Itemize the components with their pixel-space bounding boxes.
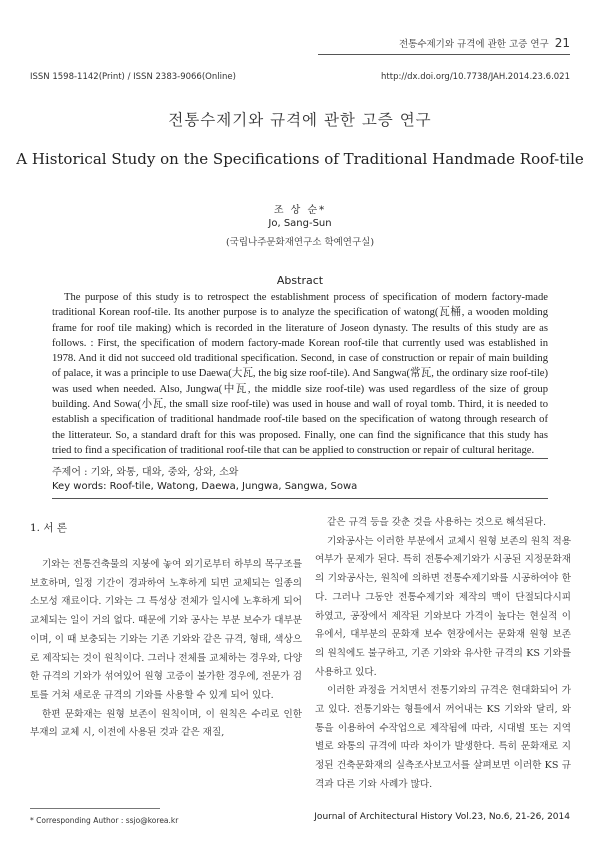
- issn-line: ISSN 1598-1142(Print) / ISSN 2383-9066(Online): [30, 72, 236, 82]
- page-number: 21: [554, 36, 570, 50]
- body-paragraph: 한편 문화재는 원형 보존이 원칙이며, 이 원칙은 수리로 인한 부재의 교체 시, 이전에 사용된 것과 같은 재질,: [30, 708, 302, 739]
- running-header: [399, 36, 570, 50]
- author-korean: 조 상 순*: [273, 205, 327, 216]
- keywords-english: Key words: Roof-tile, Watong, Daewa, Jungwa, Sangwa, Sowa: [52, 481, 358, 492]
- title-korean: 전통수제기와 규격에 관한 고증 연구: [168, 111, 432, 129]
- journal-citation: Journal of Architectural History Vol.23, No.6, 21-26, 2014: [314, 812, 570, 822]
- section-title: 1. 서 론: [30, 522, 67, 534]
- affiliation: (국립나주문화재연구소 학예연구실): [225, 237, 375, 248]
- body-paragraph: 이러한 과정을 거치면서 전통기와의 규격은 현대화되어 가고 있다. 전통기와는 형틀에서 꺼어내는 KS 기와와 달리, 와통을 이용하여 수작업으로 제작됨에 따라, 시대별 또는 지역별로 와통의 규격에 따라 차이가 발생한다. 특히 문화재로 지정된 건축문화재의 실측조사보고서를 살펴보면 이러한 KS 규격과 다른 기와 사례가 많다.: [315, 685, 571, 790]
- keywords-korean: 주제어 : 기와, 와통, 대와, 중와, 상와, 소와: [52, 467, 239, 478]
- doi-link[interactable]: http://dx.doi.org/10.7738/JAH.2014.23.6.021: [381, 72, 570, 82]
- body-paragraph: 기와는 전통건축물의 지붕에 놓여 외기로부터 하부의 목구조를 보호하며, 일정 기간이 경과하여 노후하게 되면 교체되는 일종의 소모성 재료이다. 기와는 그 특성상 전체가 일시에 노후하게 되어 교체되는 일이 거의 없다. 때문에 기와 공사는 부분 보수가 대부분이며, 이 때 보충되는 기와는 기존 기와와 같은 규격, 형태, 색상으로 제작되는 것이 원칙이다. 그러나 전체를 교체하는 경우와, 다양한 규격의 기와가 섞여있어 원형 고증이 불가한 경우에, 전문가 검토를 거쳐 새로운 규격의 기와를 사용할 수 있게 되어 있다.: [30, 559, 302, 701]
- body-paragraph: 같은 규격 등을 갖춘 것을 사용하는 것으로 해석된다.: [327, 517, 547, 528]
- abstract-heading: Abstract: [276, 274, 324, 287]
- abstract-body: The purpose of this study is to retrospect the establishment process of specification of modern factory-made traditional Korean roof-tile. Its another purpose is to analyze the specification of watong(瓦桶, a wooden molding frame for roof tile making) which is recorded in the literature of Joseon dynasty. The results of this study are as follows. : First, the specification of modern factory-made Korean roof-tile that currently used was established in 1978. And it did not succeed old traditional specification. Second, in case of construction or repair of main building of palace, it was a principle to use Daewa(大瓦, the big size roof-tile). And Sangwa(常瓦, the ordinary size roof-tile) was used when needed. Also, Jungwa(中瓦, the middle size roof-tile) was used regardless of the size of group building. And Sowa(小瓦, the small size roof-tile) was used in house and wall of royal tomb. Third, it is needed to establish a specification of traditional handmade roof-tile based on the specification of watong through research of the litterateur. So, a standard draft for this was proposed. Finally, one can find the significance that this study has tried to find a specification of traditional roof-tile that can be applied to construction or repair of cultural heritage.: [52, 292, 548, 456]
- body-paragraph: 기와공사는 이러한 부분에서 교체시 원형 보존의 원칙 적용 여부가 문제가 된다. 특히 전통수제기와가 시공된 지정문화재의 기와공사는, 원칙에 의하면 전통수제기와를 시공하여야 한다. 그러나 그동안 전통수제기와 제작의 맥이 단절되다시피 하였고, 공장에서 제작된 기와보다 가격이 높다는 현실적 이유에서, 대부분의 문화재 보수 현장에서는 문화재 원형 보존의 원칙에도 불구하고, 기존 기와와 유사한 규격의 KS 기와를 사용하고 있다.: [315, 535, 571, 678]
- footnote: * Corresponding Author : ssjo@korea.kr: [30, 816, 179, 825]
- left-column: [30, 556, 302, 743]
- keywords-top-rule: [52, 458, 548, 459]
- header-rule: [318, 54, 570, 55]
- author-english: Jo, Sang-Sun: [268, 218, 332, 229]
- running-title: 전통수제기와 규격에 관한 고증 연구: [398, 39, 549, 50]
- footnote-rule: [30, 808, 160, 809]
- title-english: A Historical Study on the Specifications of Traditional Handmade Roof-tile: [16, 150, 584, 168]
- keywords-bottom-rule: [52, 498, 548, 499]
- right-column: [315, 514, 571, 795]
